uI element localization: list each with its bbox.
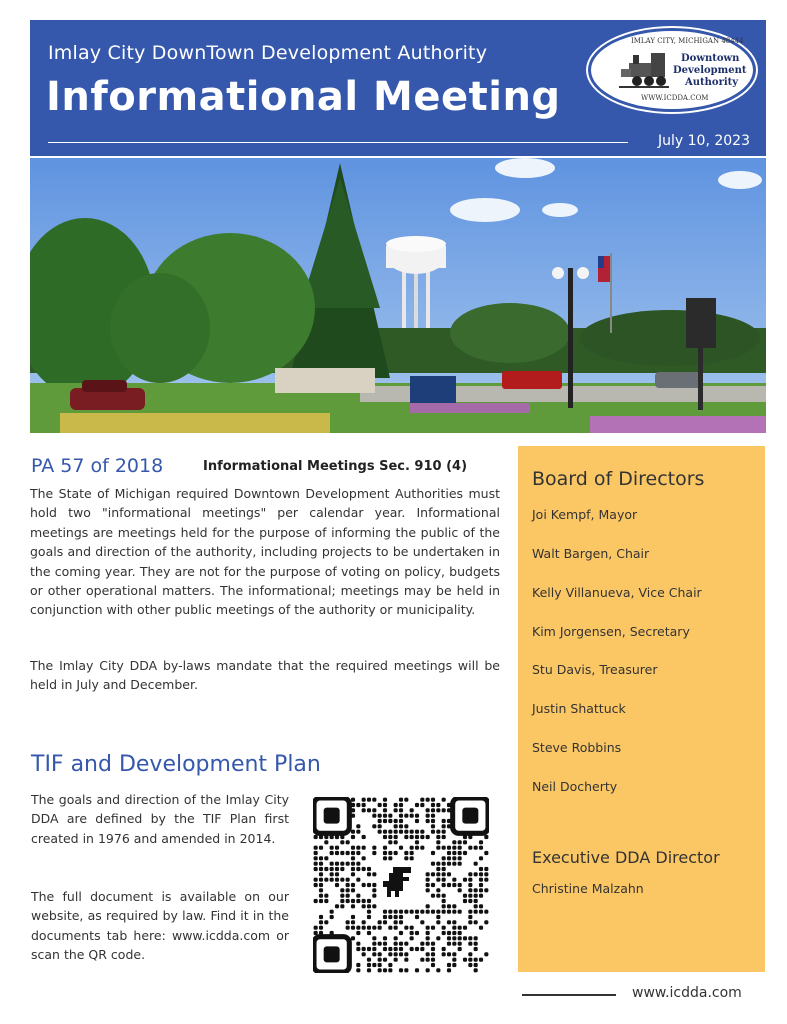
board-member: Steve Robbins (532, 740, 622, 755)
pa-paragraph-2: The Imlay City DDA by-laws mandate that the required meetings will be held in July and December. (30, 658, 500, 693)
downtown-photo (30, 158, 766, 433)
board-member: Kim Jorgensen, Secretary (532, 624, 690, 639)
qr-code-icon (313, 797, 489, 973)
pa-heading: PA 57 of 2018 (31, 455, 164, 477)
footer-divider (522, 994, 616, 996)
qr-code[interactable] (313, 797, 489, 973)
logo-line3: Authority (685, 77, 739, 88)
logo-line1: Downtown (681, 53, 740, 64)
page-title: Informational Meeting (46, 74, 561, 120)
board-member: Joi Kempf, Mayor (532, 507, 638, 522)
footer-website-link[interactable]: www.icdda.com (632, 985, 742, 1001)
board-panel (518, 446, 765, 972)
logo-line2: Development (673, 65, 747, 76)
header-banner (30, 20, 766, 156)
header-divider (48, 142, 628, 143)
board-member: Walt Bargen, Chair (532, 546, 650, 561)
exec-director-name: Christine Malzahn (532, 881, 644, 896)
exec-director-title: Executive DDA Director (532, 848, 720, 867)
tif-paragraph-2: The full document is available on our website, as required by law. Find it in the documents tab here: www.icdda.com or scan the QR code. (31, 889, 289, 963)
board-member: Justin Shattuck (532, 701, 626, 716)
board-title: Board of Directors (532, 468, 705, 490)
tif-paragraph-1: The goals and direction of the Imlay City DDA are defined by the TIF Plan first created in 1976 and amended in 2014. (31, 792, 289, 846)
tif-heading: TIF and Development Plan (31, 752, 321, 777)
dda-logo (588, 28, 756, 112)
org-name: Imlay City DownTown Development Authority (48, 42, 488, 64)
logo-top-text: IMLAY CITY, MICHIGAN 48444 (631, 37, 744, 45)
logo-bottom-text: WWW.ICDDA.COM (641, 94, 709, 102)
board-member: Stu Davis, Treasurer (532, 662, 658, 677)
meeting-date: July 10, 2023 (658, 133, 750, 149)
pa-subheading: Informational Meetings Sec. 910 (4) (203, 459, 468, 474)
pa-paragraph-1: The State of Michigan required Downtown Development Authorities must hold two "informational meetings" per calendar year. Informational meetings are meetings held for the purpose of informing the public of the goals and direction of the authority, including projects to be undertaken in the coming year. They are not for the purpose of voting on policy, budgets or other operational matters. The informational; meetings may be held in conjunction with other public meetings of the authority or municipality. (30, 486, 500, 618)
board-member: Kelly Villanueva, Vice Chair (532, 585, 702, 600)
board-member: Neil Docherty (532, 779, 618, 794)
